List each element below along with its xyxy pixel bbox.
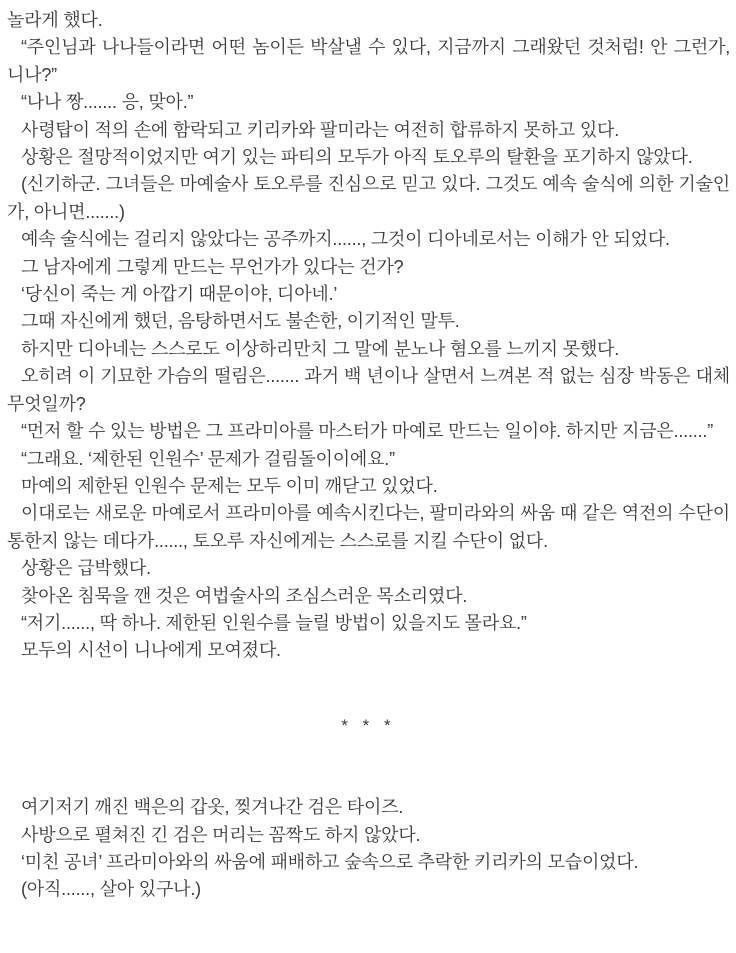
paragraph: “먼저 할 수 있는 방법은 그 프라미아를 마스터가 마예로 만드는 일이야. 하지만 지금은.......” bbox=[21, 421, 713, 442]
paragraph: “나나 짱....... 응, 맞아.” bbox=[21, 92, 194, 113]
paragraph: 이대로는 새로운 마예로서 프라미아를 예속시킨다는, 팔미라와의 싸움 때 같은 역전의 수단이 통한지 않는 데다가......, 토오루 자신에게는 스스로를 지킬 수단이 없다. bbox=[7, 503, 730, 551]
paragraph: 오히려 이 기묘한 가슴의 떨림은....... 과거 백 년이나 살면서 느껴본 적 없는 심장 박동은 대체 무엇일까? bbox=[7, 366, 730, 414]
paragraph: 모두의 시선이 니나에게 모여졌다. bbox=[21, 640, 281, 661]
paragraph: “저기......, 딱 하나. 제한된 인원수를 늘릴 방법이 있을지도 몰라요.” bbox=[21, 612, 527, 633]
paragraph: (신기하군. 그녀들은 마예술사 토오루를 진심으로 믿고 있다. 그것도 예속 술식에 의한 기술인가, 아니면.......) bbox=[7, 174, 730, 222]
paragraph: 놀라게 했다. bbox=[7, 10, 103, 30]
paragraph: “그래요. ‘제한된 인원수’ 문제가 걸림돌이이에요.” bbox=[21, 448, 395, 469]
paragraph: 그때 자신에게 했던, 음탕하면서도 불손한, 이기적인 말투. bbox=[21, 311, 460, 332]
paragraph: 사령탑이 적의 손에 함락되고 키리카와 팔미라는 여전히 합류하지 못하고 있다. bbox=[21, 119, 620, 140]
paragraph: 여기저기 깨진 백은의 갑옷, 찢겨나간 검은 타이즈. bbox=[21, 797, 404, 818]
paragraph: ‘당신이 죽는 게 아깝기 때문이야, 디아네.’ bbox=[21, 284, 338, 305]
paragraph: 그 남자에게 그렇게 만드는 무언가가 있다는 건가? bbox=[21, 256, 404, 277]
scene-break-separator: * * * bbox=[341, 715, 396, 735]
paragraph: 사방으로 펼쳐진 긴 검은 머리는 꼼짝도 하지 않았다. bbox=[21, 824, 421, 845]
paragraph: ‘미친 공녀’ 프라미아와의 싸움에 패배하고 숲속으로 추락한 키리카의 모습이었다. bbox=[21, 851, 639, 872]
paragraph: “주인님과 나나들이라면 어떤 놈이든 박살낼 수 있다, 지금까지 그래왔던 것처럼! 안 그런가, 니나?” bbox=[7, 37, 730, 85]
paragraph: 찾아온 침묵을 깬 것은 여법술사의 조심스러운 목소리였다. bbox=[21, 585, 468, 606]
paragraph: 하지만 디아네는 스스로도 이상하리만치 그 말에 분노나 혐오를 느끼지 못했다. bbox=[21, 338, 620, 359]
scene-1-text-block bbox=[7, 7, 730, 665]
paragraph: (아직......, 살아 있구나.) bbox=[21, 879, 201, 900]
scene-2-text-block bbox=[7, 794, 730, 904]
paragraph: 상황은 급박했다. bbox=[21, 558, 151, 579]
paragraph: 예속 술식에는 걸리지 않았다는 공주까지......, 그것이 디아네로서는 이해가 안 되었다. bbox=[21, 229, 670, 250]
paragraph: 마예의 제한된 인원수 문제는 모두 이미 깨닫고 있었다. bbox=[21, 475, 438, 496]
paragraph: 상황은 절망적이었지만 여기 있는 파티의 모두가 아직 토오루의 탈환을 포기하지 않았다. bbox=[21, 147, 693, 168]
